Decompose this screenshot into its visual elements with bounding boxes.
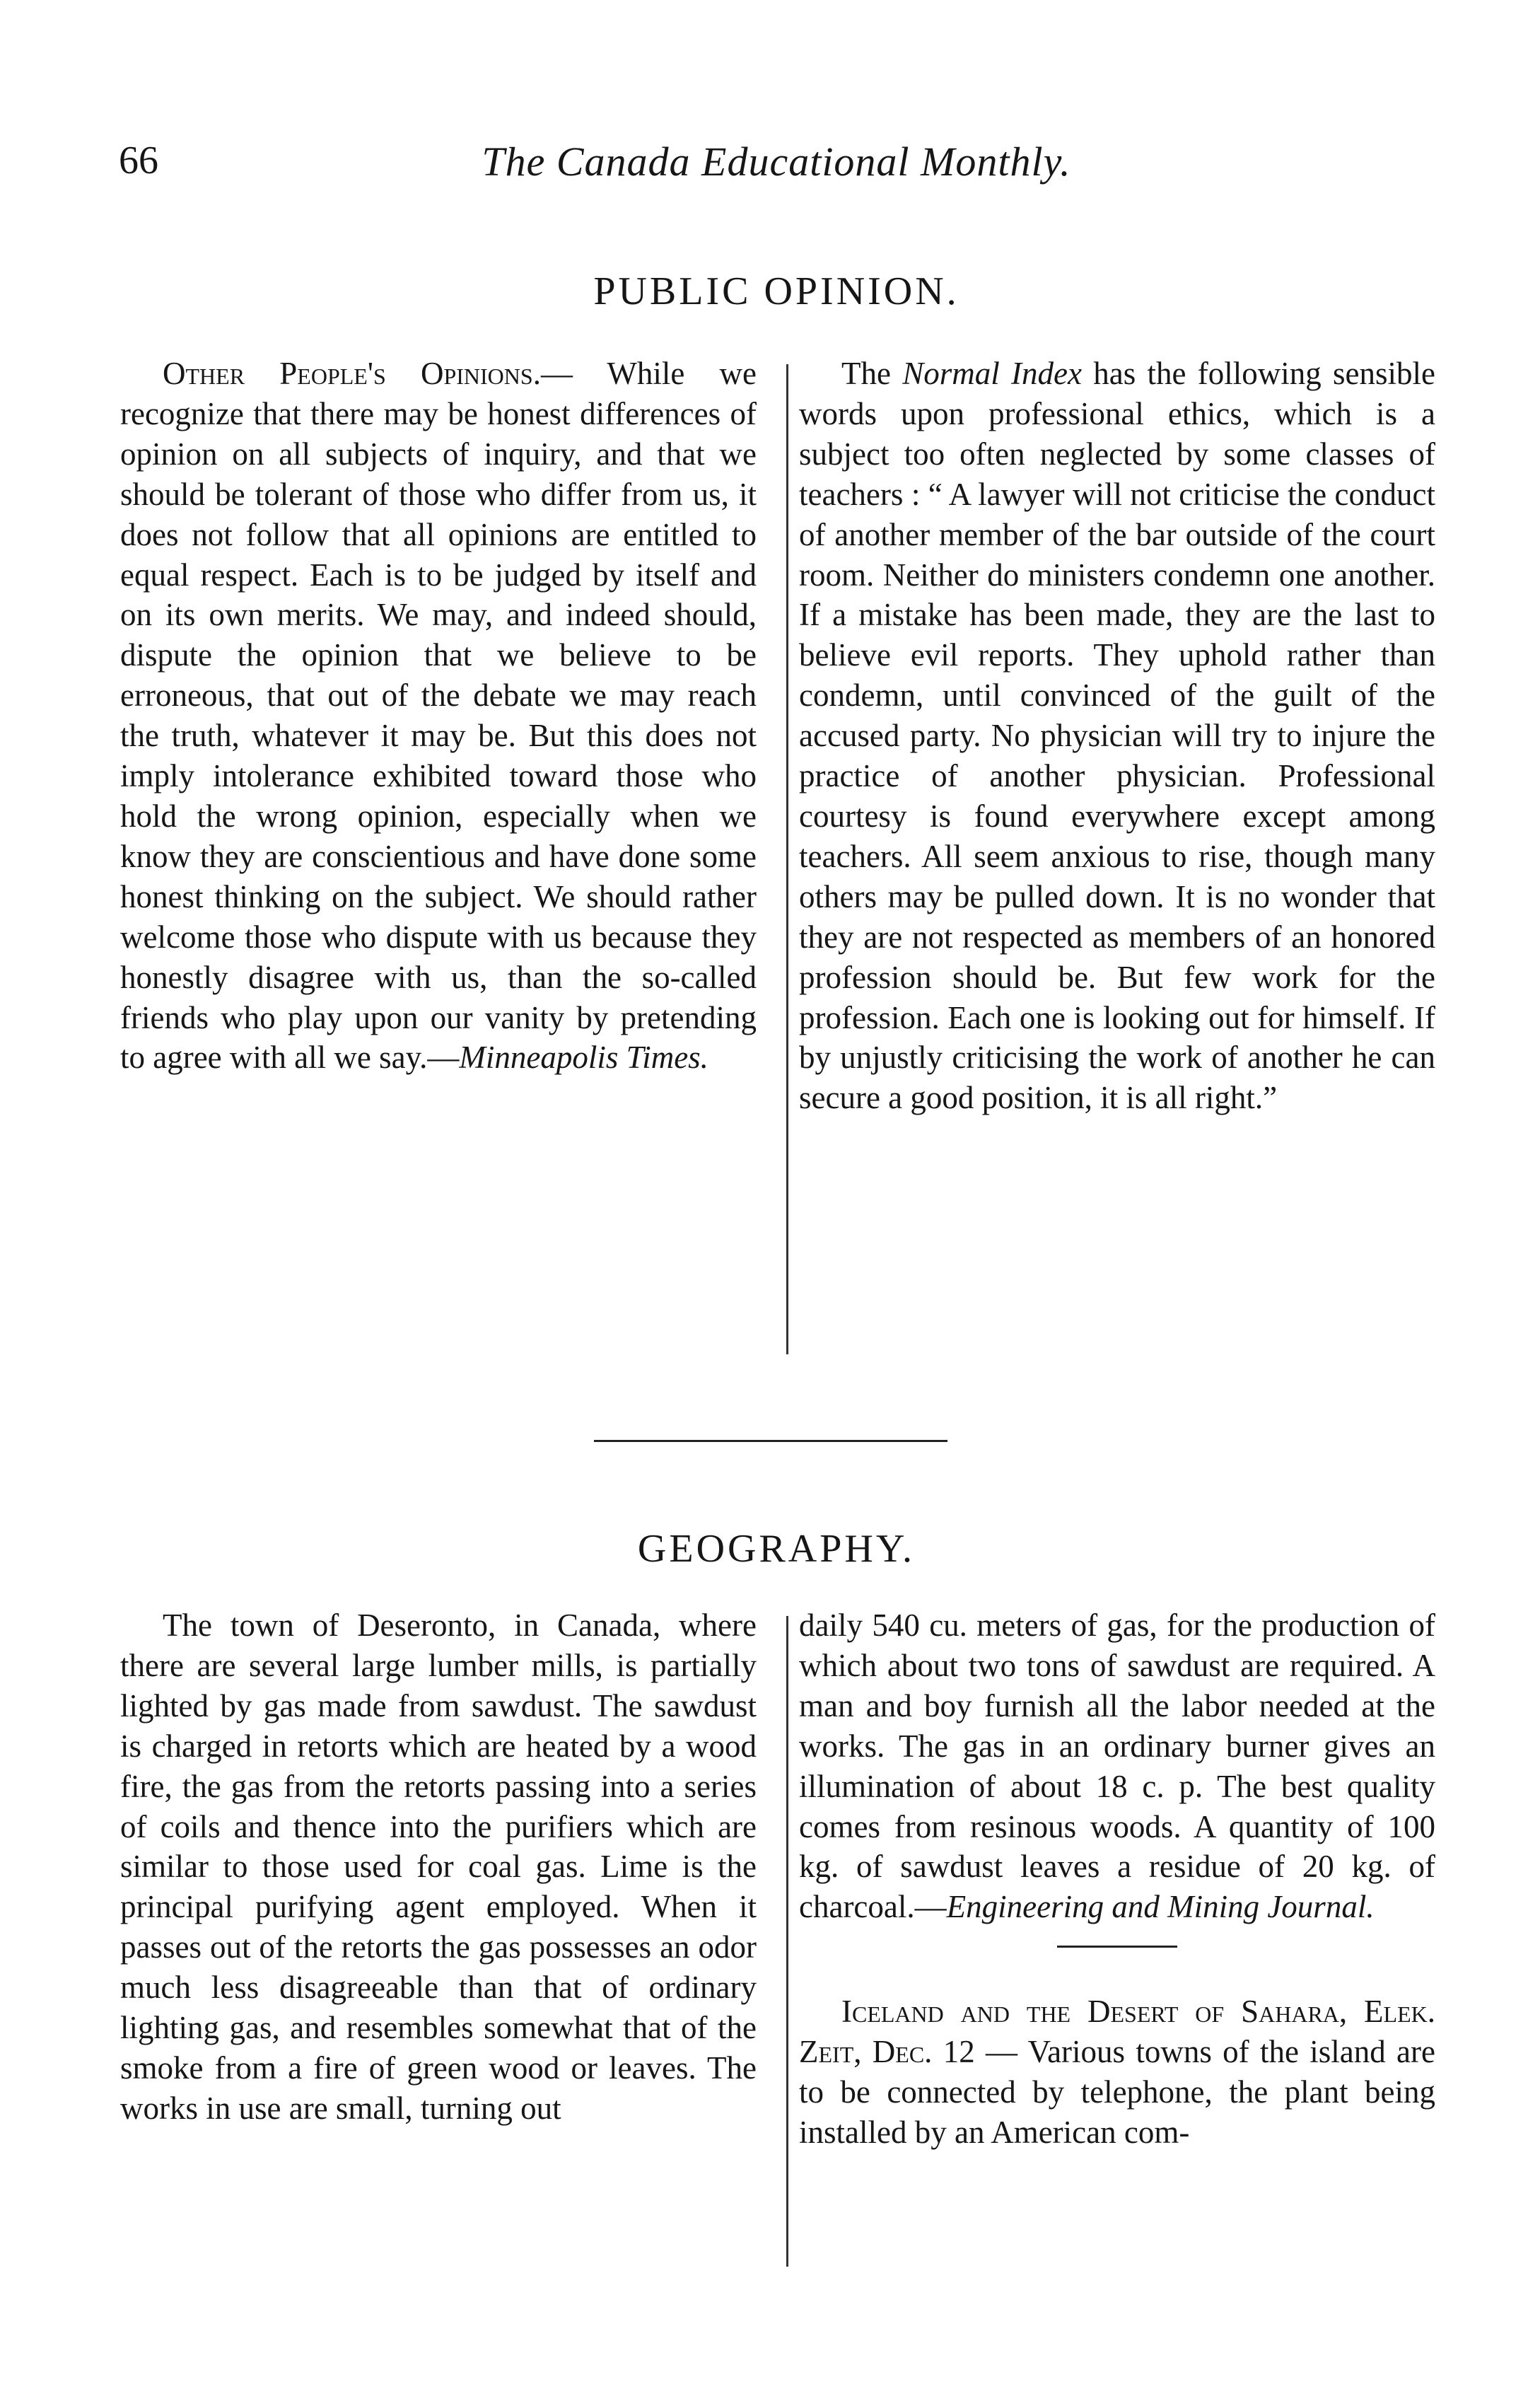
geography-left-column — [120, 1605, 757, 2129]
article-body: While we recognize that there may be honest differences of opinion on all subjects of inquiry, and that we should be tolerant of those who differ from us, it does not follow that all opinions are entitled to equal respect. Each is to be judged by itself and on its own merits. We may, and indeed should, dispute the opinion that we believe to be erroneous, that out of the debate we may reach the truth, whatever it may be. But this does not imply intolerance exhibited toward those who hold the wrong opinion, especially when we know they are conscientious and have done some honest thinking on the subject. We should rather welcome those who dispute with us because they honestly disagree with us, than the so-called friends who play upon our vanity by pretending to agree with all we say.— — [120, 356, 757, 1076]
public-opinion-left-column — [120, 354, 757, 1078]
page-number: 66 — [119, 139, 158, 182]
deseronto-article-continued — [799, 1605, 1435, 1927]
iceland-article — [799, 1992, 1435, 2153]
deseronto-article — [120, 1605, 757, 2129]
journal-title: The Canada Educational Monthly. — [482, 139, 1071, 185]
normal-index-article — [799, 354, 1435, 1118]
section-heading-geography: GEOGRAPHY. — [637, 1527, 916, 1571]
article-body: The town of Deseronto, in Canada, where there are several large lumber mills, is partially lighted by gas made from sawdust. The sawdust is charged in retorts which are heated by a wood fire, the gas from the retorts passing into a series of coils and thence into the purifiers which are similar to those used for coal gas. Lime is the principal purifying agent employed. When it passes out of the retorts the gas possesses an odor much less disagreeable than that of ordinary lighting gas, and resembles somewhat that of the smoke from a fire of green wood or leaves. The works in use are small, turning out — [120, 1608, 757, 2126]
article-intro: The — [841, 356, 903, 391]
geography-right-column — [799, 1605, 1435, 2153]
article-body: Various towns of the island are to be connected by telephone, the plant being installed by an American com- — [799, 2034, 1435, 2150]
column-divider — [786, 364, 788, 1354]
section-heading-public-opinion: PUBLIC OPINION. — [593, 269, 959, 313]
public-opinion-right-column — [799, 354, 1435, 1118]
article-lead: Other People's Opinions.— — [163, 356, 573, 391]
article-lead: Iceland and the Desert of Sahara, Elek. Zeit, Dec. 12 — — [799, 1994, 1435, 2070]
article-source: Minneapolis Times. — [459, 1040, 708, 1076]
article-divider — [1057, 1946, 1177, 1948]
other-peoples-opinions-article — [120, 354, 757, 1078]
page-header — [119, 138, 1434, 194]
column-divider — [786, 1616, 788, 2267]
article-body: has the following sensible words upon professional ethics, which is a subject too often neglected by some classes of teachers : “ A lawyer will not criticise the conduct of another member of the bar outside of the court room. Neither do ministers condemn one another. If a mistake has been made, they are the last to believe evil reports. They uphold rather than condemn, until convinced of the guilt of the accused party. No physician will try to injure the practice of another physician. Professional courtesy is found everywhere except among teachers. All seem anxious to rise, though many others may be pulled down. It is no wonder that they are not respected as members of an honored profession should be. But few work for the profession. Each one is looking out for himself. If by unjustly criticising the work of another he can secure a good position, it is all right.” — [799, 356, 1435, 1116]
article-body: daily 540 cu. meters of gas, for the production of which about two tons of sawdust are required. A man and boy furnish all the labor needed at the works. The gas in an ordinary burner gives an illumination of about 18 c. p. The best quality comes from resinous woods. A quantity of 100 kg. of sawdust leaves a residue of 20 kg. of charcoal.— — [799, 1608, 1435, 1925]
section-divider — [594, 1440, 947, 1442]
source-name: Normal Index — [902, 356, 1082, 391]
article-source: Engineering and Mining Journal. — [946, 1889, 1375, 1925]
